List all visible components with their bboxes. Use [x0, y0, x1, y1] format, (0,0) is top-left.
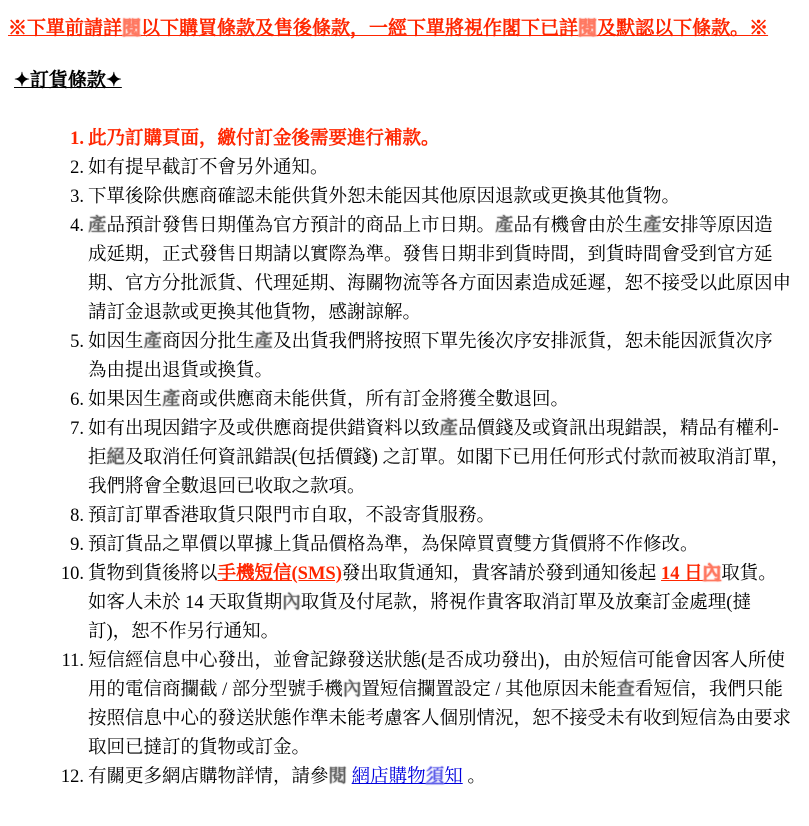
- term-item-5: [0, 328, 791, 386]
- text-segment: 品有機會由於生: [513, 216, 644, 236]
- term-item-1: [0, 125, 791, 154]
- text-segment: 取貨及付尾款，將視作貴客取消訂單及放棄訂金處理(撻訂)，恕不作另行通知。: [88, 593, 751, 642]
- term-item-4: [0, 212, 791, 328]
- text-segment: 如因生: [88, 332, 144, 352]
- text-segment: 如果因生: [88, 390, 163, 410]
- text-segment: 預訂貨品之單價以單據上貨品價格為準，為保障買賣雙方貨價將不作修改。: [88, 535, 699, 555]
- text-segment: 閱: [122, 18, 142, 39]
- term-item-number: 4.: [70, 216, 84, 236]
- text-segment: 閱: [578, 18, 598, 39]
- text-segment: 內: [282, 593, 301, 613]
- term-item-number: 3.: [70, 187, 84, 207]
- store-shopping-guide-link[interactable]: [352, 767, 463, 787]
- text-segment: 看短信，我們只能按照信息中心的發送狀態作準未能考慮客人個別情況，恕不接受未有收到短信為由要求取回已撻訂的貨物或訂金。: [88, 680, 792, 758]
- term-item-10: [0, 560, 791, 647]
- term-item-3: [0, 183, 791, 212]
- text-segment: 閱: [328, 767, 348, 787]
- text-segment: 安排等原因造成延期，正式發售日期請以實際為準。發售日期非到貨時間，到貨時間會受到官方延期、官方分批派貨、代理延期、海關物流等各方面因素造成延遲，恕不接受以此原因申請訂金退款或更換其他貨物，感謝諒解。: [88, 216, 792, 323]
- term-item-number: 6.: [70, 390, 84, 410]
- text-segment: ※下單前請詳: [8, 18, 123, 39]
- term-item-number: 5.: [70, 332, 84, 352]
- text-segment: 及默認以下條款。※: [597, 18, 769, 39]
- text-segment: 查: [616, 680, 635, 700]
- text-segment: 產: [143, 332, 163, 352]
- text-segment: 貨物到貨後將以: [88, 564, 218, 584]
- section-title-order-terms: ✦訂貨條款✦: [14, 70, 122, 91]
- terms-warning-banner: [8, 14, 801, 43]
- term-item-number: 9.: [70, 535, 84, 555]
- text-segment: 內: [342, 680, 362, 700]
- text-segment: 短信經信息中心發出，並會記錄發送狀態(是否成功發出)，由於短信可能會因客人所使用的電信商攔截 / 部分型號手機: [88, 651, 785, 700]
- term-item-6: [0, 386, 791, 415]
- text-segment: 品價錢及或資訊出現錯誤，精品有權利-拒: [88, 419, 779, 468]
- text-segment: 如有提早截訂不會另外通知。: [88, 158, 329, 178]
- term-item-number: 1.: [70, 129, 84, 149]
- text-segment: 有關更多網店購物詳情，請參: [88, 767, 329, 787]
- text-segment: 須: [425, 767, 445, 787]
- term-item-number: 10.: [60, 564, 84, 584]
- text-segment: 如有出現因錯字及或供應商提供錯資料以致: [88, 419, 440, 439]
- term-item-12: [0, 763, 791, 792]
- text-segment: 產: [162, 390, 181, 410]
- term-item-8: [0, 502, 791, 531]
- text-segment: 商或供應商未能供貨，所有訂金將獲全數退回。: [180, 390, 570, 410]
- term-item-number: 11.: [61, 651, 84, 671]
- term-item-7: [0, 415, 791, 502]
- text-segment: 14 日: [661, 564, 703, 584]
- text-segment: 內: [702, 564, 722, 584]
- text-segment: 產: [88, 216, 107, 236]
- term-item-9: [0, 531, 791, 560]
- text-segment: 及取消任何資訊錯誤(包括價錢) 之訂單。如閣下已用任何形式付款而被取消訂單，我們將會全數退回已收取之款項。: [88, 448, 790, 497]
- term-item-number: 12.: [60, 767, 84, 787]
- term-item-number: 2.: [70, 158, 84, 178]
- text-segment: 產: [439, 419, 459, 439]
- text-segment: 此乃訂購頁面，繳付訂金後需要進行補款。: [88, 129, 440, 149]
- term-item-11: [0, 647, 791, 763]
- term-item-number: 8.: [70, 506, 84, 526]
- text-segment: 產: [495, 216, 514, 236]
- text-segment: 。: [462, 767, 486, 787]
- text-segment: 品預計發售日期僅為官方預計的商品上市日期。: [106, 216, 496, 236]
- term-item-2: [0, 154, 791, 183]
- text-segment: 發出取貨通知，貴客請於發到通知後起: [341, 564, 662, 584]
- text-segment: 以下購買條款及售後條款，一經下單將視作閣下已詳: [141, 18, 579, 39]
- text-segment: 產: [254, 332, 274, 352]
- term-item-number: 7.: [70, 419, 84, 439]
- text-segment: 知: [444, 767, 463, 787]
- text-segment: 網店購物: [351, 767, 426, 787]
- text-segment: 取貨。如客人未於 14 天取貨期: [88, 564, 777, 613]
- text-segment: 產: [643, 216, 662, 236]
- text-segment: 手機短信(SMS): [217, 564, 342, 584]
- order-terms-list: [0, 125, 791, 792]
- text-segment: 下單後除供應商確認未能供貨外恕未能因其他原因退款或更換其他貨物。: [88, 187, 681, 207]
- text-segment: 及出貨我們將按照下單先後次序安排派貨，恕未能因派貨次序為由提出退貨或換貨。: [88, 332, 773, 381]
- text-segment: 商因分批生: [162, 332, 255, 352]
- text-segment: 絕: [106, 448, 126, 468]
- text-segment: 預訂訂單香港取貨只限門市自取，不設寄貨服務。: [88, 506, 496, 526]
- text-segment: 置短信攔置設定 / 其他原因未能: [361, 680, 617, 700]
